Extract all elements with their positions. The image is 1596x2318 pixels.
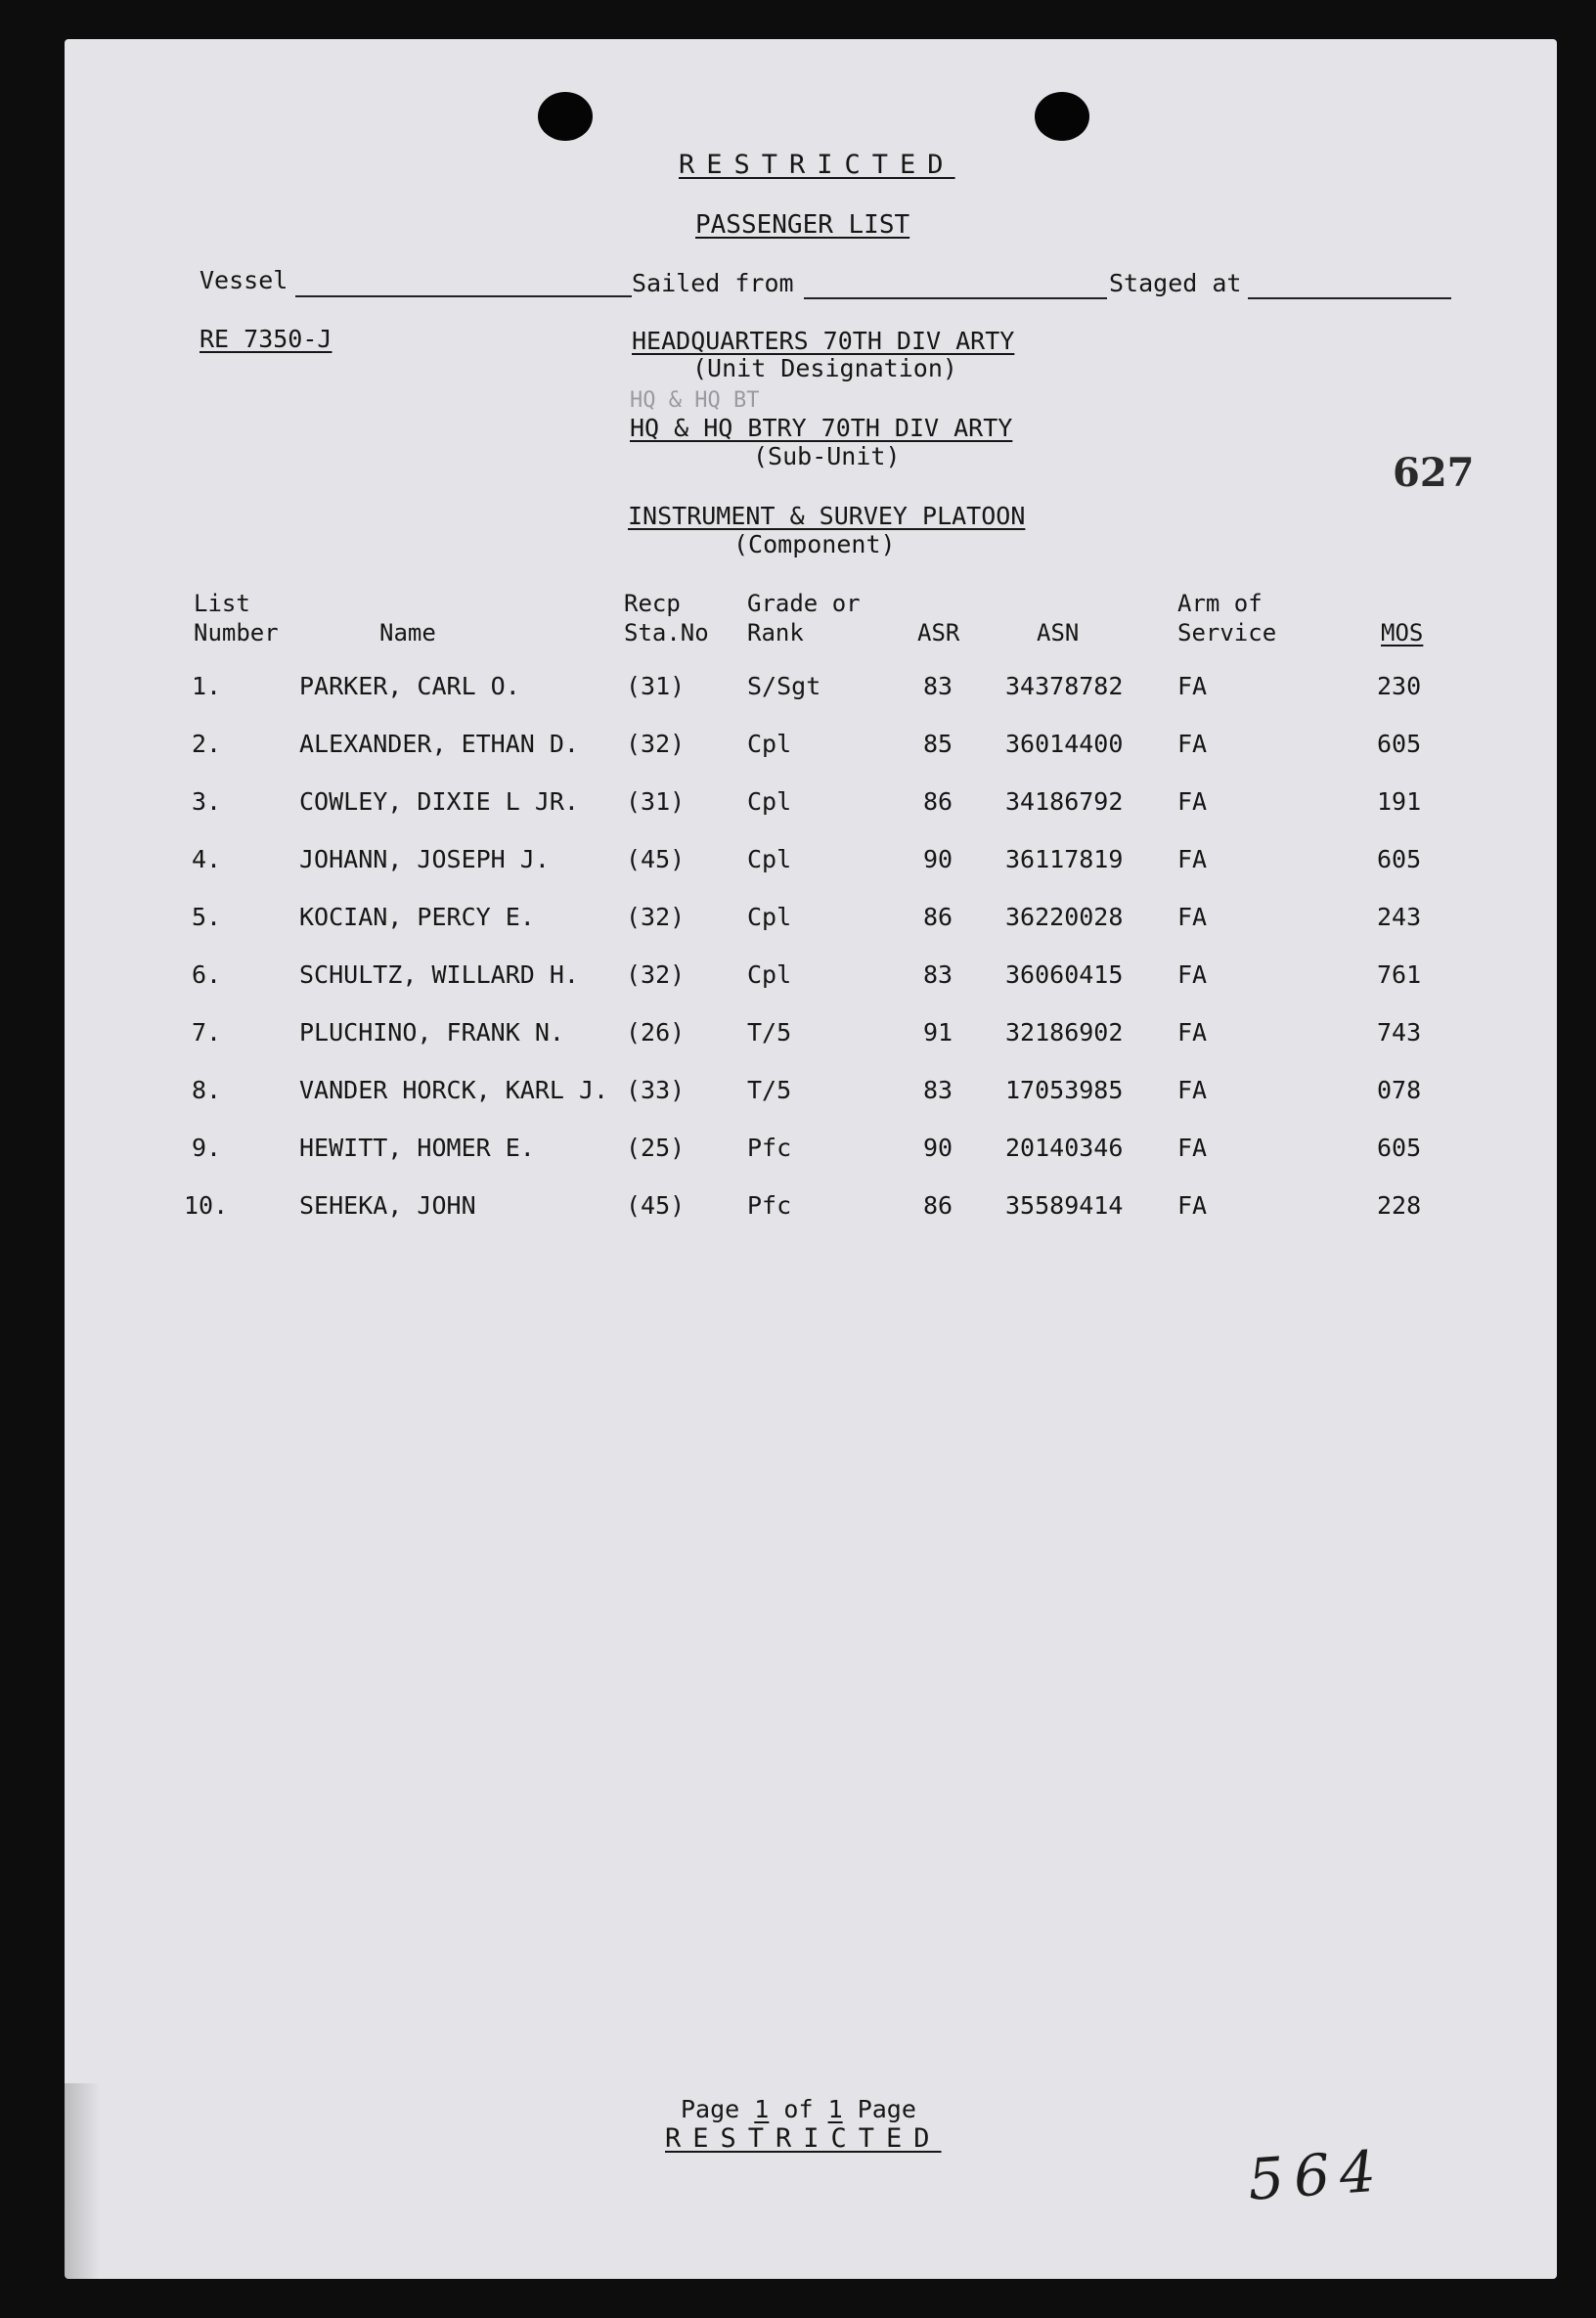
header-mos: MOS [1381,619,1424,646]
row-name: SCHULTZ, WILLARD H. [299,960,579,989]
row-asr: 86 [923,787,953,816]
stamp-number: 627 [1393,450,1475,496]
row-number: 1. [192,672,222,700]
row-mos: 743 [1377,1018,1422,1047]
table-row [65,725,1557,764]
row-recp-sta: (32) [626,730,686,758]
row-asr: 83 [923,960,953,989]
row-name: ALEXANDER, ETHAN D. [299,730,579,758]
staged-at-field [1248,297,1451,299]
row-recp-sta: (26) [626,1018,686,1047]
row-recp-sta: (32) [626,903,686,931]
sub-unit: HQ & HQ BTRY 70TH DIV ARTY [630,414,1013,442]
classification-header: RESTRICTED [679,150,955,180]
row-asn: 34378782 [1005,672,1124,700]
row-grade: Cpl [747,960,792,989]
row-mos: 078 [1377,1076,1422,1104]
row-grade: T/5 [747,1076,792,1104]
sailed-from-field [804,297,1107,299]
table-row [65,1013,1557,1052]
table-row [65,840,1557,879]
row-name: PARKER, CARL O. [299,672,520,700]
row-grade: S/Sgt [747,672,821,700]
row-mos: 605 [1377,730,1422,758]
row-recp-sta: (31) [626,672,686,700]
row-name: VANDER HORCK, KARL J. [299,1076,609,1104]
file-code: RE 7350-J [200,325,332,353]
row-name: KOCIAN, PERCY E. [299,903,535,931]
row-arm: FA [1177,1018,1208,1047]
sub-unit-caption: (Sub-Unit) [753,442,901,470]
table-row [65,1186,1557,1226]
row-grade: Cpl [747,787,792,816]
punch-hole-left [538,92,593,141]
component-caption: (Component) [733,530,896,558]
row-grade: Pfc [747,1134,792,1162]
row-asr: 86 [923,903,953,931]
table-row [65,1071,1557,1110]
page-word-2: Page [857,2095,916,2123]
row-number: 7. [192,1018,222,1047]
row-arm: FA [1177,672,1208,700]
row-asr: 86 [923,1191,953,1220]
row-recp-sta: (45) [626,845,686,873]
unit-designation: HEADQUARTERS 70TH DIV ARTY [632,327,1015,355]
document-title: PASSENGER LIST [695,210,910,240]
row-recp-sta: (45) [626,1191,686,1220]
row-asn: 36117819 [1005,845,1124,873]
row-mos: 243 [1377,903,1422,931]
table-row [65,782,1557,822]
vessel-field [295,295,632,297]
row-asn: 34186792 [1005,787,1124,816]
row-mos: 230 [1377,672,1422,700]
row-mos: 191 [1377,787,1422,816]
row-name: PLUCHINO, FRANK N. [299,1018,564,1047]
header-recp-sta: Recp Sta.No [624,590,709,646]
row-recp-sta: (25) [626,1134,686,1162]
row-asr: 91 [923,1018,953,1047]
row-arm: FA [1177,730,1208,758]
component: INSTRUMENT & SURVEY PLATOON [628,502,1026,530]
row-asr: 83 [923,1076,953,1104]
page-indicator [681,2095,916,2124]
header-list-number: List Number [194,590,279,646]
sailed-from-label: Sailed from [632,269,794,297]
row-mos: 761 [1377,960,1422,989]
row-name: COWLEY, DIXIE L JR. [299,787,579,816]
row-name: SEHEKA, JOHN [299,1191,476,1220]
row-grade: Pfc [747,1191,792,1220]
row-arm: FA [1177,1134,1208,1162]
header-grade: Grade or Rank [747,590,861,646]
row-asr: 85 [923,730,953,758]
row-arm: FA [1177,1191,1208,1220]
row-grade: Cpl [747,903,792,931]
unit-designation-caption: (Unit Designation) [692,354,957,382]
row-number: 2. [192,730,222,758]
row-mos: 605 [1377,1134,1422,1162]
row-asr: 90 [923,845,953,873]
table-row [65,956,1557,995]
row-asn: 35589414 [1005,1191,1124,1220]
row-recp-sta: (32) [626,960,686,989]
header-asn: ASN [1037,619,1080,646]
table-row [65,1129,1557,1168]
row-asn: 17053985 [1005,1076,1124,1104]
row-asn: 20140346 [1005,1134,1124,1162]
table-row [65,898,1557,937]
row-asn: 36060415 [1005,960,1124,989]
table-row [65,667,1557,706]
row-grade: Cpl [747,730,792,758]
of-word: of [783,2095,814,2123]
page-number: 1 [754,2095,770,2123]
row-number: 9. [192,1134,222,1162]
row-asr: 83 [923,672,953,700]
row-arm: FA [1177,787,1208,816]
vessel-label: Vessel [200,266,288,294]
staged-at-label: Staged at [1109,269,1242,297]
classification-footer: RESTRICTED [665,2123,942,2154]
row-asn: 36220028 [1005,903,1124,931]
row-name: JOHANN, JOSEPH J. [299,845,550,873]
page-word: Page [681,2095,740,2123]
row-arm: FA [1177,903,1208,931]
passenger-table-body [65,667,1557,1254]
header-name: Name [379,619,436,646]
row-mos: 605 [1377,845,1422,873]
row-arm: FA [1177,845,1208,873]
row-number: 6. [192,960,222,989]
handwritten-number: 564 [1245,2137,1388,2213]
row-recp-sta: (33) [626,1076,686,1104]
row-asr: 90 [923,1134,953,1162]
row-number: 4. [192,845,222,873]
row-arm: FA [1177,1076,1208,1104]
row-grade: Cpl [747,845,792,873]
row-name: HEWITT, HOMER E. [299,1134,535,1162]
row-asn: 32186902 [1005,1018,1124,1047]
row-recp-sta: (31) [626,787,686,816]
header-asr: ASR [917,619,960,646]
row-mos: 228 [1377,1191,1422,1220]
row-number: 10. [184,1191,229,1220]
document-page [65,39,1557,2279]
row-asn: 36014400 [1005,730,1124,758]
header-arm-of-service: Arm of Service [1177,590,1277,646]
row-number: 3. [192,787,222,816]
row-number: 8. [192,1076,222,1104]
row-arm: FA [1177,960,1208,989]
row-number: 5. [192,903,222,931]
page-total: 1 [827,2095,843,2123]
subunit-struck-text: HQ & HQ BT [630,388,760,413]
punch-hole-right [1035,92,1089,141]
row-grade: T/5 [747,1018,792,1047]
